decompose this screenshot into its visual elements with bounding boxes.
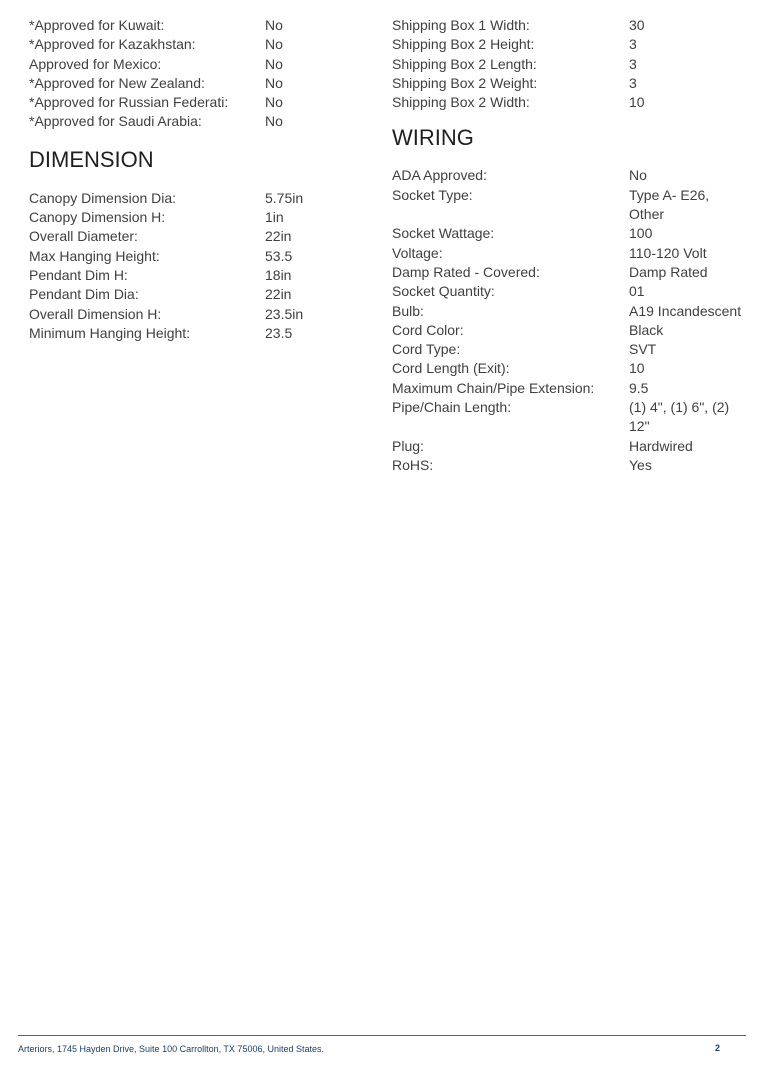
spec-row [392, 166, 752, 185]
spec-row [392, 186, 752, 225]
spec-value: No [265, 36, 283, 53]
spec-row [392, 359, 752, 378]
spec-value: Yes [629, 456, 652, 473]
spec-row [392, 302, 752, 321]
spec-label: Canopy Dimension Dia: [29, 189, 177, 206]
spec-row [392, 224, 752, 243]
spec-label: Minimum Hanging Height: [29, 324, 191, 341]
spec-row [392, 74, 752, 93]
spec-label: *Approved for Kuwait: [29, 17, 165, 33]
spec-row [29, 16, 359, 35]
spec-value: 30 [629, 17, 645, 33]
spec-label: *Approved for Saudi Arabia: [29, 113, 202, 130]
spec-label: Socket Type: [392, 186, 473, 203]
dimension-heading: DIMENSION [29, 146, 154, 172]
spec-label: Overall Dimension H: [29, 305, 162, 322]
spec-value: Hardwired [629, 437, 693, 454]
spec-label: Socket Wattage: [392, 225, 495, 242]
spec-label: Bulb: [392, 302, 424, 319]
wiring-list [392, 166, 752, 475]
spec-row [29, 208, 359, 227]
spec-value: (1) 4", (1) 6", (2) 12" [629, 399, 730, 435]
spec-row [392, 379, 752, 398]
spec-value: 3 [629, 74, 637, 91]
spec-value: No [265, 94, 283, 111]
spec-row [29, 93, 359, 112]
spec-row [392, 35, 752, 54]
spec-value: 23.5 [265, 324, 293, 341]
spec-label: Voltage: [392, 244, 443, 261]
spec-label: Overall Diameter: [29, 228, 138, 245]
spec-label: Approved for Mexico: [29, 55, 162, 72]
spec-row [29, 285, 359, 304]
spec-value: 10 [629, 94, 645, 111]
left-column [29, 16, 359, 343]
spec-row [392, 244, 752, 263]
spec-label: Pendant Dim Dia: [29, 286, 139, 303]
spec-value: 22in [265, 228, 292, 245]
dimension-list [29, 189, 359, 343]
spec-label: Max Hanging Height: [29, 247, 160, 264]
spec-row [392, 398, 752, 437]
spec-value: 01 [629, 283, 645, 300]
spec-value: No [265, 74, 283, 91]
spec-value: No [265, 17, 283, 33]
page-number: 2 [715, 1043, 721, 1053]
spec-label: Shipping Box 2 Length: [392, 55, 537, 72]
spec-row [29, 35, 359, 54]
spec-value: Black [629, 321, 664, 338]
spec-value: 9.5 [629, 379, 649, 396]
spec-label: *Approved for Russian Federati: [29, 94, 229, 111]
spec-row [29, 324, 359, 343]
spec-label: Damp Rated - Covered: [392, 263, 540, 280]
footer-divider [18, 1035, 746, 1036]
spec-value: 23.5in [265, 305, 304, 322]
spec-value: 3 [629, 36, 637, 53]
spec-label: Maximum Chain/Pipe Extension: [392, 379, 595, 396]
spec-value: A19 Incandescent [629, 302, 742, 319]
spec-value: No [265, 113, 283, 130]
spec-value: 5.75in [265, 189, 304, 206]
spec-label: Cord Type: [392, 341, 461, 358]
spec-value: 18in [265, 266, 292, 283]
shipping-list [392, 16, 752, 112]
spec-row [392, 321, 752, 340]
spec-value: 53.5 [265, 247, 293, 264]
spec-label: *Approved for New Zealand: [29, 74, 205, 91]
spec-label: *Approved for Kazakhstan: [29, 36, 196, 53]
spec-value: 10 [629, 360, 645, 377]
spec-row [29, 189, 359, 208]
footer-address: Arteriors, 1745 Hayden Drive, Suite 100 Carrollton, TX 75006, United States. [18, 1044, 324, 1054]
spec-value: 3 [629, 55, 637, 72]
spec-row [29, 227, 359, 246]
spec-value: No [629, 167, 647, 184]
spec-label: RoHS: [392, 456, 434, 473]
spec-row [392, 456, 752, 475]
spec-value: 110-120 Volt [629, 244, 707, 261]
spec-label: Shipping Box 2 Width: [392, 94, 530, 111]
spec-label: Pendant Dim H: [29, 266, 128, 283]
spec-row [29, 266, 359, 285]
spec-row [392, 55, 752, 74]
spec-row [29, 305, 359, 324]
spec-label: Canopy Dimension H: [29, 209, 166, 226]
spec-value: Type A- E26, Other [629, 186, 710, 223]
spec-label: Cord Color: [392, 321, 464, 338]
spec-row [392, 16, 752, 35]
spec-row [392, 263, 752, 282]
spec-row [29, 55, 359, 74]
spec-value: Damp Rated [629, 263, 708, 280]
spec-row [392, 282, 752, 301]
spec-label: ADA Approved: [392, 167, 487, 184]
spec-label: Shipping Box 1 Width: [392, 17, 530, 33]
spec-label: Cord Length (Exit): [392, 360, 510, 377]
spec-value: No [265, 55, 283, 72]
spec-label: Shipping Box 2 Weight: [392, 74, 538, 91]
spec-label: Pipe/Chain Length: [392, 399, 512, 416]
spec-value: 100 [629, 225, 653, 242]
spec-row [29, 112, 359, 131]
spec-value: SVT [629, 341, 657, 358]
spec-value: 22in [265, 286, 292, 303]
spec-label: Shipping Box 2 Height: [392, 36, 535, 53]
approvals-list [29, 16, 359, 132]
spec-row [392, 93, 752, 112]
right-column [392, 16, 752, 475]
spec-row [29, 247, 359, 266]
spec-label: Plug: [392, 437, 424, 454]
wiring-heading: WIRING [392, 125, 474, 151]
spec-row [392, 340, 752, 359]
spec-row [29, 74, 359, 93]
spec-row [392, 437, 752, 456]
spec-value: 1in [265, 209, 284, 226]
spec-label: Socket Quantity: [392, 283, 495, 300]
